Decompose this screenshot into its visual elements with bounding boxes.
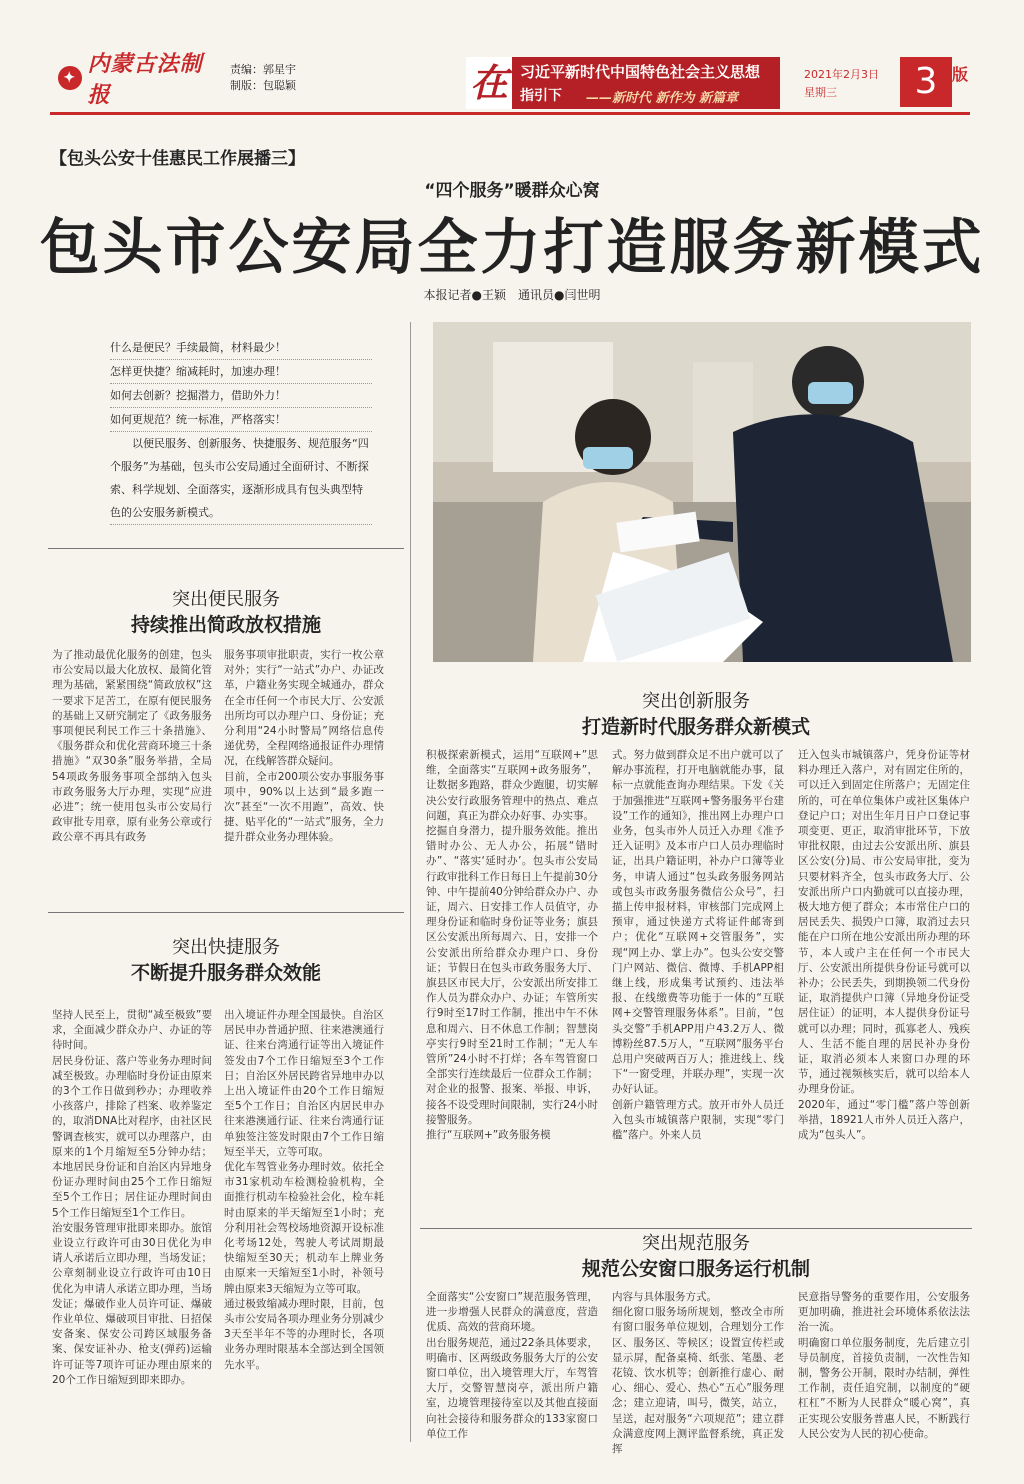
section3-column1: 积极探索新模式，运用“互联网+”思维，全面落实“互联网+政务服务”，让数据多跑路，群众少跑腿，切实解决公安行政服务管理中的热点、难点问题，真正为群众办好事、办实事。 挖掘自身潜力，提升服务效能。推出错时办公、无人办公，拓展“错时办”、“落实‘延时办’。包头市公安局行政审批科工作日每日上午提前30分钟、中午提前40分钟给群众办户、办证，周六、日安排工作人员值守，办理身份证和临时身份证等业务；旗县区公安派出所每周六、日，安排一个公安派出所给群众办理户口、身份证；节假日在包头市政务服务大厅、旗县区市民大厅，公安派出所安排工作人员为群众办户、办证；车管所实行9时至17时工作制，推出中午不休息和周六、日不休息工作制；智慧岗亭实行9时至21时工作制；“无人车管所”24小时不打烊；各车驾管窗口全部实行连续最后一位群众工作制；对企业的报警、报案、举报、申诉，接各不设受理时间限制，实行24小时接警服务。 推行“互联网+”政务服务模	[426, 749, 598, 1142]
section-heading-standardization	[420, 1232, 972, 1282]
production: 制版：包聪颖	[230, 79, 296, 92]
divider	[420, 1228, 972, 1229]
article-photo	[433, 322, 971, 662]
section-subtitle: 持续推出简政放权措施	[130, 614, 321, 636]
intro-paragraph: 以便民服务、创新服务、快捷服务、规范服务“四个服务”为基础，包头市公安局通过全面研讨、不断探索、科学规划、全面落实，逐渐形成具有包头典型特色的公安服务新模式。	[110, 432, 372, 525]
section-subtitle: 打造新时代服务群众新模式	[581, 716, 810, 738]
divider	[48, 548, 404, 549]
column-divider	[410, 322, 411, 1442]
article-headline: 包头市公安局全力打造服务新模式	[39, 213, 985, 283]
section4-column2: 内容与具体服务方式。 细化窗口服务场所规划，整改全市所有窗口服务单位规划，合理划分工作区、服务区、等候区；设置宣传栏或显示屏，配备桌椅、纸张、笔墨、老花镜、饮水机等；创新推行虚心、耐心、细心、爱心、热心“五心”服务理念；建立迎请，叫号，微笑，站立，呈送，起对服务“六项规范”；建立群众满意度网上测评监督系统，真正发挥	[612, 1291, 784, 1456]
issue-date: 2021年2月3日	[804, 68, 879, 81]
section-heading-innovation	[420, 690, 972, 740]
divider	[48, 912, 404, 913]
logo-emblem-icon: ✦	[58, 66, 82, 90]
section3-column2: 式。努力做到群众足不出户就可以了解办事流程，打开电脑就能办事，鼠标一点就能查询办理结果。下发《关于加强推进“互联网+警务服务平台建设”工作的通知》，推出网上办理户口业务，包头市外人员迁入办理《准予迁入证明》及本市户口人员办理临时证，出具户籍证明，补办户口簿等业务，申请人通过“包头政务服务网站或包头市政务服务微信公众号”，扫描上传申报材料，审核部门完成网上预审，通过快递方式将证件邮寄到户；优化“互联网+交管服务”，实现“网上办、掌上办”。包头公安交警门户网站、微信、微博、手机APP相继上线，形成集考试预约、违法举报、在线缴费等功能于一体的“互联网+交警管理服务体系”。目前，“包头交警”手机APP用户43.2万人、微博粉丝87.5万人，“互联网”服务平台总用户突破两百万人；推进线上、线下“一窗受理，并联办理”，实现一次办好认证。 创新户籍管理方式。放开市外人员迁入包头市城镇落户限制，实现“零门槛”落户。外来人员	[612, 749, 784, 1142]
intro-line: 什么是便民？手续最简，材料最少！	[110, 336, 372, 360]
section2-column1: 坚持人民至上，贯彻“减至极致”要求，全面减少群众办户、办证的等待时间。 居民身份证、落户等业务办理时间减至极致。办理临时身份证由原来的3个工作日做到秒办；办理收养小孩落户，排除了档案、收养鉴定的，取消DNA比对程序，由社区民警调查核实，就可以办理落户，由原来的1个月缩短至5分钟办结；本地居民身份证和自治区内异地身份证办理时间由25个工作日缩短至5个工作日；居住证办理时间由5个工作日缩短至1个工作日。 治安服务管理审批即来即办。旅馆业设立行政许可由30日优化为申请人承诺后立即办理，当场发证；公章刻制业设立行政许可由10日优化为申请人承诺立即办理，当场发证；爆破作业人员许可证、爆破作业单位、爆破项目审批、日招保安备案、保安公司跨区域服务备案、保安证补办、枪支(弹药)运输许可证等7项许可证办理由原来的20个工作日缩短到即来即办。	[52, 1009, 212, 1386]
banner-line2: 指引下	[520, 88, 562, 104]
intro-line: 怎样更快捷？缩减耗时，加速办理！	[110, 360, 372, 384]
issue-date-box	[804, 66, 879, 102]
series-title: 【包头公安十佳惠民工作展播三】	[50, 149, 305, 169]
section-heading-convenience	[48, 588, 404, 638]
banner-line1: 习近平新时代中国特色社会主义思想	[520, 63, 761, 81]
section-subtitle: 规范公安窗口服务运行机制	[581, 1258, 810, 1280]
page-number: 3	[900, 57, 952, 107]
editor: 责编：郭星宇	[230, 63, 296, 76]
page-label: 版	[952, 65, 969, 84]
issue-weekday: 星期三	[804, 86, 837, 99]
section-title: 突出快捷服务	[172, 937, 280, 958]
newspaper-logo	[58, 51, 223, 108]
section4-column3: 民意指导警务的重要作用，公安服务更加明确，推进社会环境体系依法法治一流。 明确窗口单位服务制度，先后建立引导员制度，首接负责制，一次性告知制，警务公开制，限时办结制，弹性工作制，责任追究制，以制度的“硬杠杠”不断为人民群众“暖心窝”，真正实现公安服务普惠人民，不断践行人民公安为人民的初心使命。	[798, 1291, 970, 1440]
article-byline: 本报记者●王颖 通讯员●闫世明	[423, 288, 601, 302]
section2-column2: 出入境证件办理全国最快。自治区居民申办普通护照、往来港澳通行证、往来台湾通行证等出入境证件签发由7个工作日缩短至3个工作日；自治区外居民跨省异地申办以上出入境证件由20个工作日缩短至5个工作日；自治区内居民申办往来港澳通行证、往来台湾通行证单独签注签发时限由7个工作日缩短至半天，立等可取。 优化车驾管业务办理时效。依托全市31家机动车检测检验机构，全面推行机动车检验社会化，检车耗时由原来的半天缩短至1小时；充分利用社会驾校场地资源开设标准化考场12处，驾驶人考试周期最快缩短至30天；机动车上牌业务由原来一天缩短至1小时，补领号牌由原来3天缩短为立等可取。 通过极致缩减办理时限，目前，包头市公安局各项办理业务分别减少3天至半年不等的办理时长，各项业务办理时限基本全部达到全国领先水平。	[224, 1009, 384, 1371]
section1-column2: 服务事项审批职责，实行一枚公章对外；实行“一站式”办户、办证改革，户籍业务实现全城通办，群众在全市任何一个市民大厅、公安派出所均可以办理户口、身份证；充分利用“24小时警局”网络信息传递优势，全程网络通报证件办理情况，在线解答群众疑问。 目前，全市200项公安办事服务事项中，90%以上达到“最多跑一次”甚至“一次不用跑”，高效、快捷、贴平化的“一站式”服务，全力提升群众业务办理体验。	[224, 649, 384, 844]
logo-text: 内蒙古法制报	[87, 51, 203, 108]
banner-zai: 在	[466, 57, 512, 109]
intro-block	[110, 336, 372, 525]
intro-line: 如何更规范？统一标准，严格落实！	[110, 408, 372, 432]
masthead-rule	[50, 112, 970, 115]
section4-column1: 全面落实“公安窗口”规范服务管理，进一步增强人民群众的满意度，营造优质、高效的营商环境。 出台服务规范，通过22条具体要求，明确市、区两级政务服务大厅的公安窗口单位，出入境管理大厅，车驾管大厅，交警智慧岗亭，派出所户籍室，边境管理接待室以及其他直接面向社会接待和服务群众的133家窗口单位工作	[426, 1291, 598, 1440]
banner-line3: ——新时代 新作为 新篇章	[586, 91, 739, 106]
section1-column1: 为了推动最优化服务的创建，包头市公安局以最大化放权、最简化管理为基础，紧紧围绕“简政放权”这一要求下足苦工，在原有便民服务的基础上又研究制定了《政务服务事项便民利民工作三十条措施》、《服务群众和优化营商环境三十条措施》“双30条”服务举措，全局54项政务服务事项全部纳入包头市政务服务大厅办理，实现“应进必进”；统一使用包头市公安局行政审批专用章，原有业务公章或行政公章不再具有政务	[52, 649, 212, 844]
editor-credits	[230, 62, 296, 94]
section-subtitle: 不断提升服务群众效能	[130, 962, 321, 984]
section3-column3: 迁入包头市城镇落户，凭身份证等材料办理迁入落户，对有固定住所的，可以迁入到固定住所落户；无固定住所的，可在单位集体户或社区集体户登记户口；对出生年月日户口登记事项变更、更正，取消审批环节，下放审批权限，由过去公安派出所、旗县区公安(分)局、市公安局审批，变为只要材料齐全，包头市政务大厅、公安派出所户口内勤就可以直接办理，极大地方便了群众；本市常住户口的居民丢失、损毁户口簿，取消过去只能在户口所在地公安派出所办理的环节，本人或户主在任何一个市民大厅、公安派出所提供身份证号就可以补办；公民丢失，到期换领二代身份证，取消提供户口簿（异地身份证受居住证）的证明，本人提供身份证号就可以办理；同时，孤寡老人、残疾人、生活不能自理的居民补办身份证，取消必须本人来窗口办理的环节，通过视频核实后，就可以给本人办理身份证。 2020年，通过“零门槛”落户等创新举措，18921人市外人员迁入落户，成为“包头人”。	[798, 749, 970, 1142]
section-title: 突出创新服务	[642, 691, 750, 712]
article-subheadline: “四个服务”暖群众心窝	[424, 181, 600, 201]
section-title: 突出便民服务	[172, 589, 280, 610]
photo-illustration	[433, 322, 971, 662]
theme-banner	[466, 57, 780, 109]
intro-line: 如何去创新？挖掘潜力，借助外力！	[110, 384, 372, 408]
section-heading-efficiency	[48, 936, 404, 986]
section-title: 突出规范服务	[642, 1233, 750, 1254]
